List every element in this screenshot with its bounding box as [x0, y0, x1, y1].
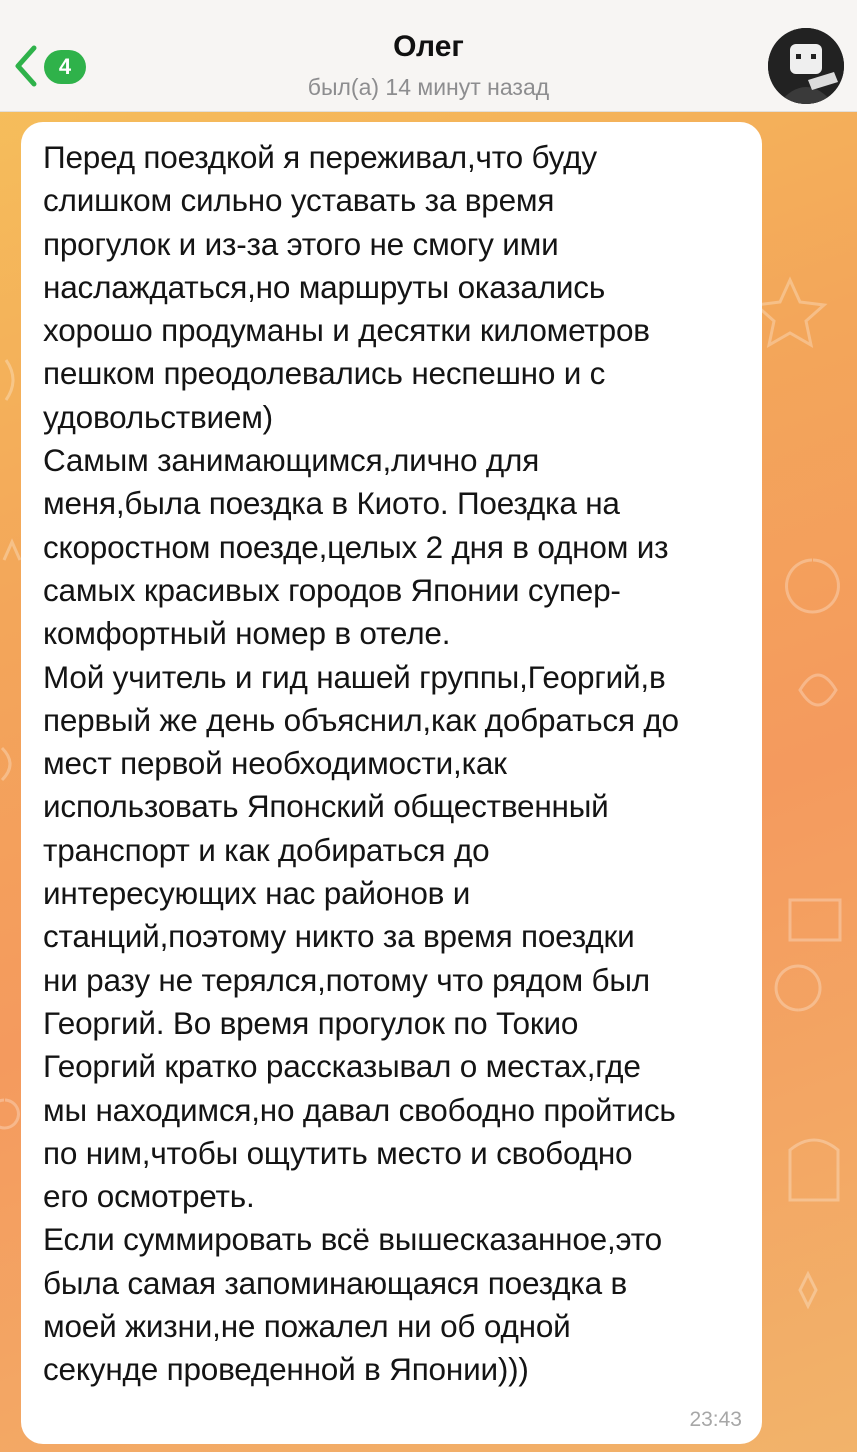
- message-time: 23:43: [689, 1408, 742, 1431]
- message-bubble[interactable]: [21, 122, 762, 1444]
- chat-title[interactable]: Олег: [393, 30, 464, 63]
- last-seen-status: был(а) 14 минут назад: [307, 74, 550, 100]
- unread-count-badge: 4: [44, 50, 86, 84]
- chat-header: [0, 0, 857, 112]
- message-text: Перед поездкой я переживал,что буду слишком сильно уставать за время прогулок и из-за этого не смогу ими наслаждаться,но маршруты оказались хорошо продуманы и десятки километров пешком преодолевались неспешно и с удовольствием) Самым занимающимся,лично для меня,была поездка в Киото. Поездка на скоростном поезде,целых 2 дня в одном из самых красивых городов Японии супер- комфортный номер в отеле. Мой учитель и гид нашей группы,Георгий,в первый же день объяснил,как добраться до мест первой необходимости,как использовать Японский общественный транспорт и как добираться до интересующих нас районов и станций,поэтому никто за время поездки ни разу не терялся,потому что рядом был Георгий. Во время прогулок по Токио Георгий кратко рассказывал о местах,где мы находимся,но давал свободно пройтись по ним,чтобы ощутить место и свободно его осмотреть. Если суммировать всё вышесказанное,это была самая запоминающаяся поездка в моей жизни,не пожалел ни об одной секунде проведенной в Японии))): [43, 139, 679, 1388]
- avatar[interactable]: [768, 28, 844, 104]
